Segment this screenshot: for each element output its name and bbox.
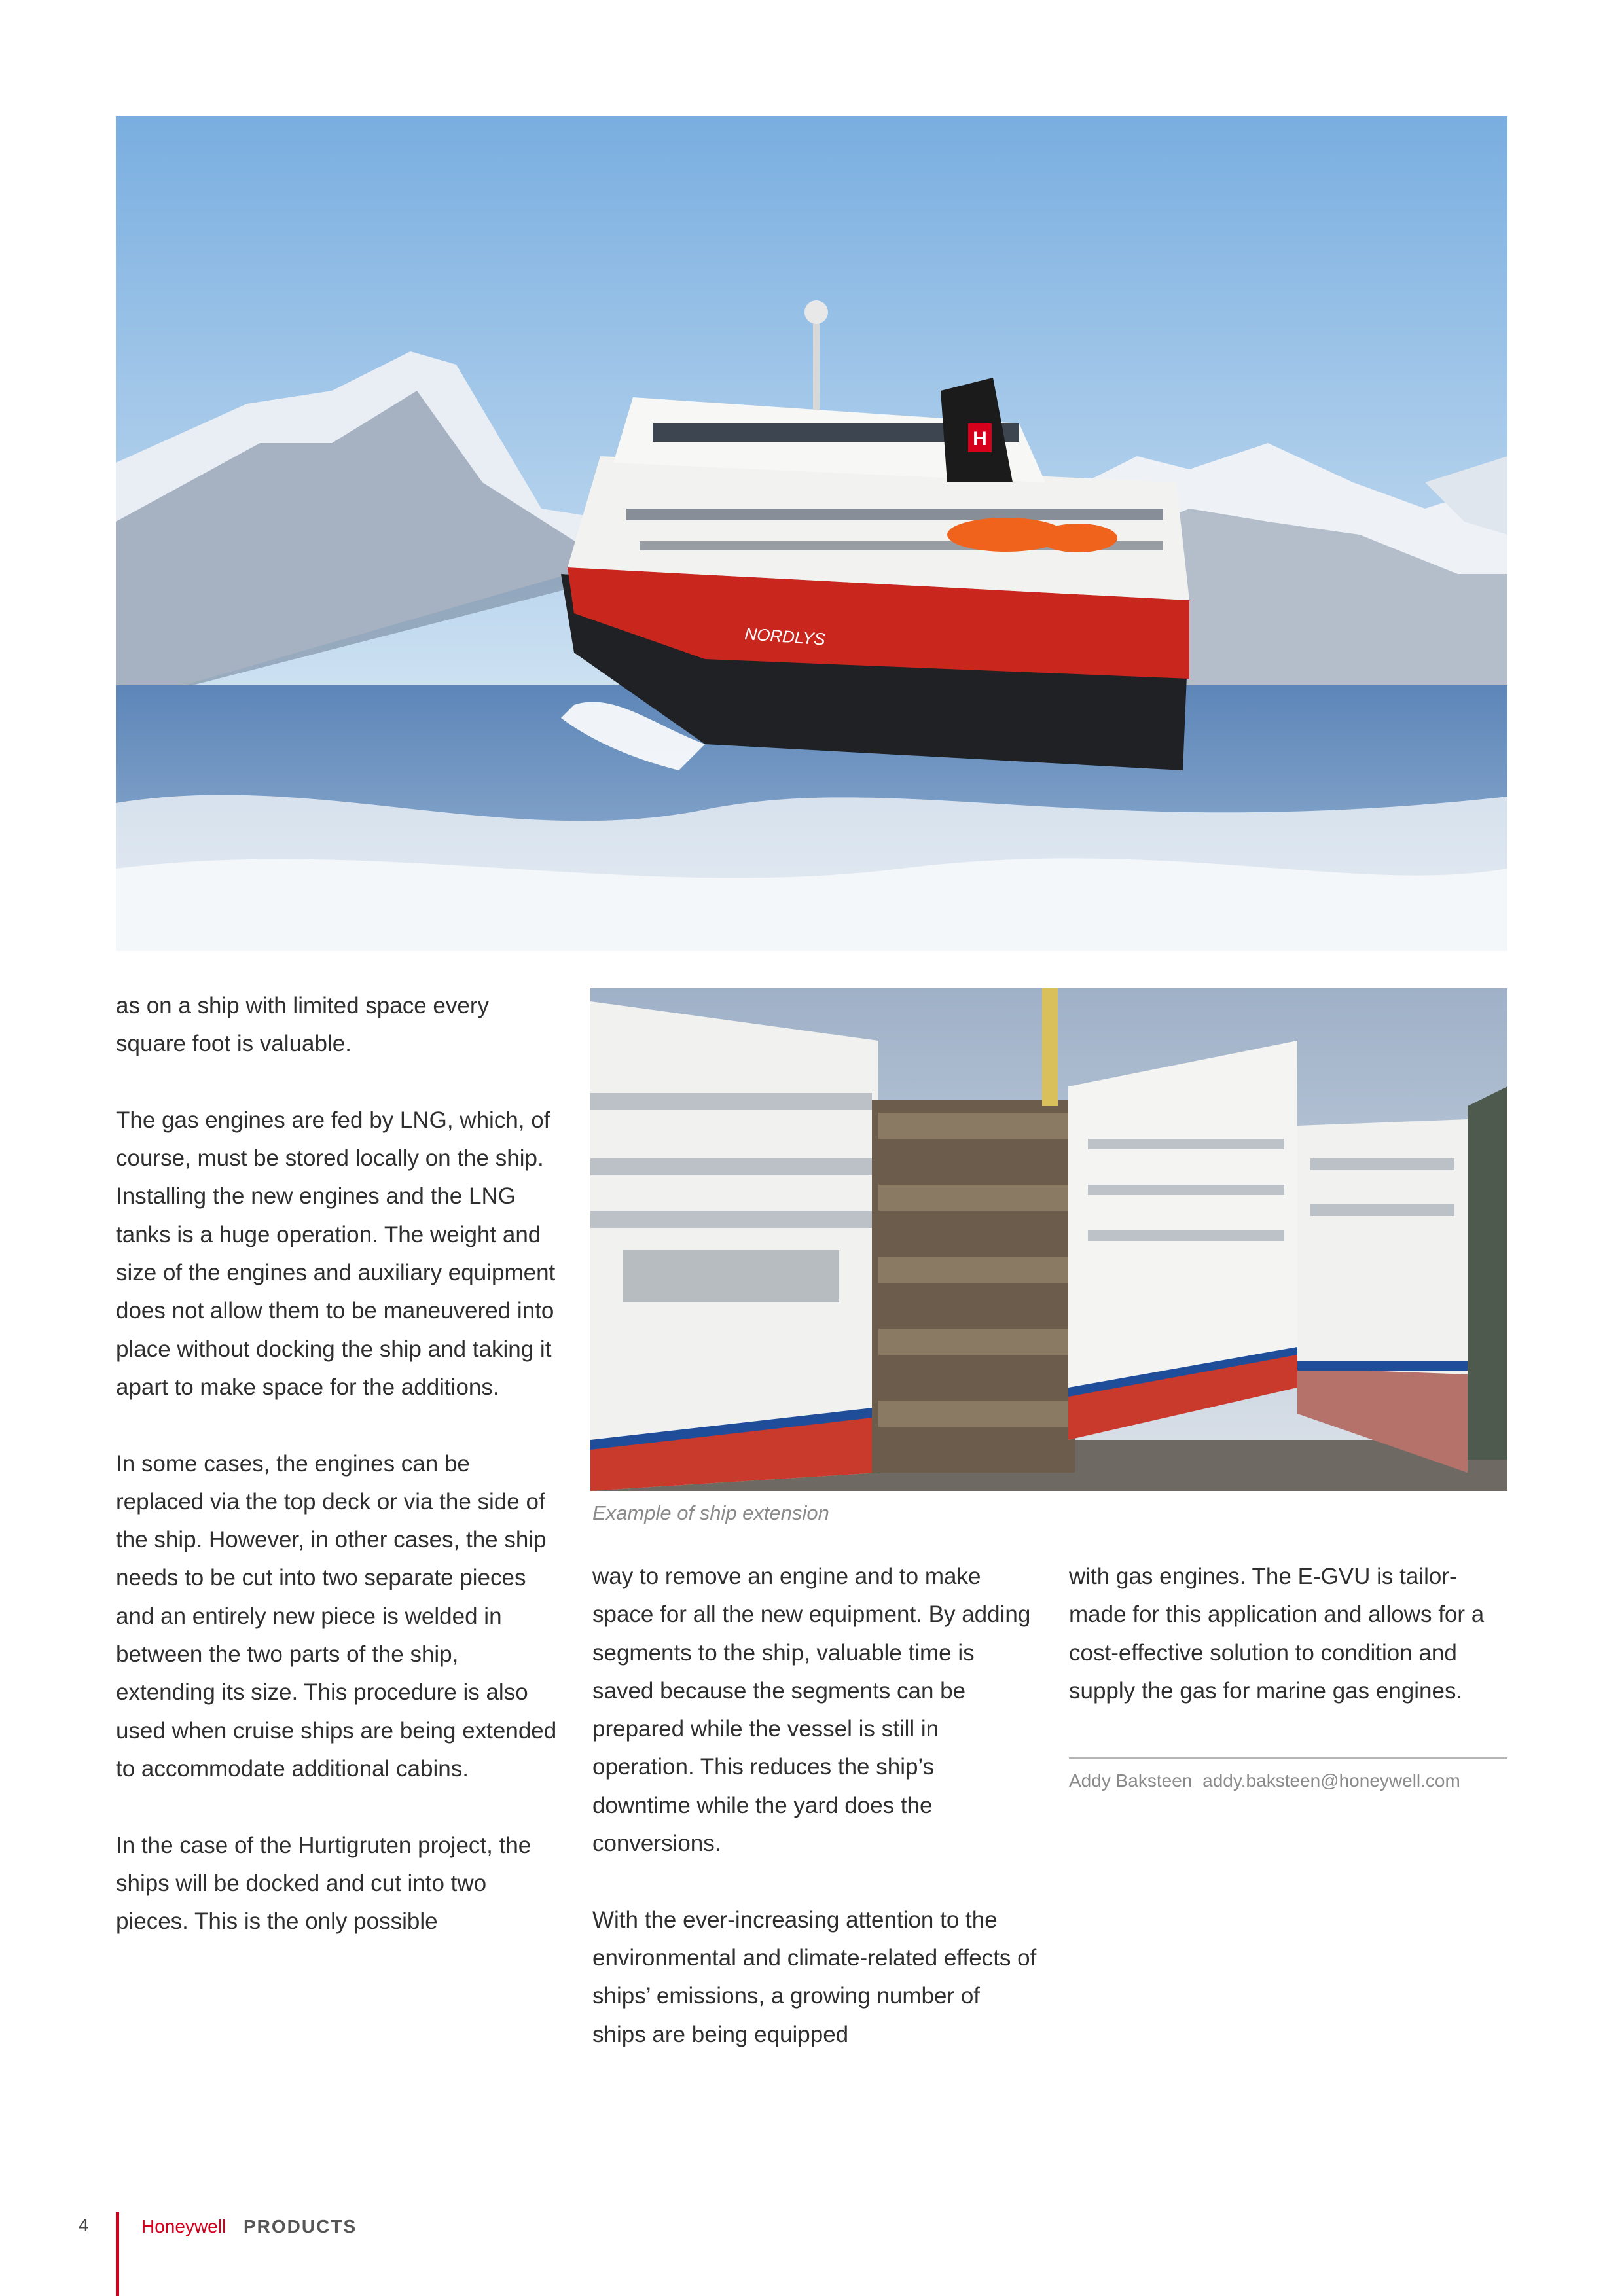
paragraph: with gas engines. The E-GVU is tailor-made for this application and allows for a cost-effective solution to condition and supply the gas for marine gas engines.	[1069, 1564, 1485, 1704]
page-number: 4	[79, 2215, 89, 2235]
paragraph: In the case of the Hurtigruten project, the ships will be docked and cut into two pieces. This is the only possible	[116, 1832, 532, 1935]
photo-caption: Example of ship extension	[592, 1501, 829, 1524]
paragraph: as on a ship with limited space every square foot is valuable.	[116, 993, 489, 1057]
footer-section: PRODUCTS	[244, 2216, 357, 2236]
article-column-3	[1069, 1558, 1514, 1710]
funnel-logo: H	[973, 428, 987, 450]
article-column-1	[116, 987, 561, 1941]
paragraph: The gas engines are fed by LNG, which, of course, must be stored locally on the ship. Installing the new engines and the LNG tanks is a huge operation. The weight and size of the engines and auxiliary equipment does not allow them to be maneuvered into place without docking the ship and taking it apart to make space for the additions.	[116, 1107, 556, 1400]
author-divider	[1069, 1757, 1507, 1759]
paragraph: In some cases, the engines can be replaced via the top deck or via the side of the ship. However, in other cases, the ship needs to be cut into two separate pieces and an entirely new piece is welded in between the two parts of the ship, extending its size. This procedure is also used when cruise ships are being extended to accommodate additional cabins.	[116, 1450, 557, 1782]
ship-extension-photo	[590, 988, 1507, 1491]
hero-ship-photo	[116, 116, 1507, 951]
author-credit	[1069, 1770, 1460, 1791]
footer-divider	[116, 2212, 119, 2296]
author-email[interactable]: addy.baksteen@honeywell.com	[1202, 1770, 1460, 1791]
author-name: Addy Baksteen	[1069, 1770, 1193, 1791]
paragraph: With the ever-increasing attention to the environmental and climate-related effects of ships’ emissions, a growing number of ships are being equipped	[592, 1907, 1037, 2047]
footer-brand: Honeywell	[141, 2216, 226, 2236]
ship-name: NORDLYS	[744, 624, 826, 649]
paragraph: way to remove an engine and to make space for all the new equipment. By adding segments to the ship, valuable time is saved because the segments can be prepared while the vessel is still in operation. This reduces the ship’s downtime while the yard does the conversions.	[592, 1564, 1031, 1857]
article-column-2	[592, 1558, 1038, 2054]
